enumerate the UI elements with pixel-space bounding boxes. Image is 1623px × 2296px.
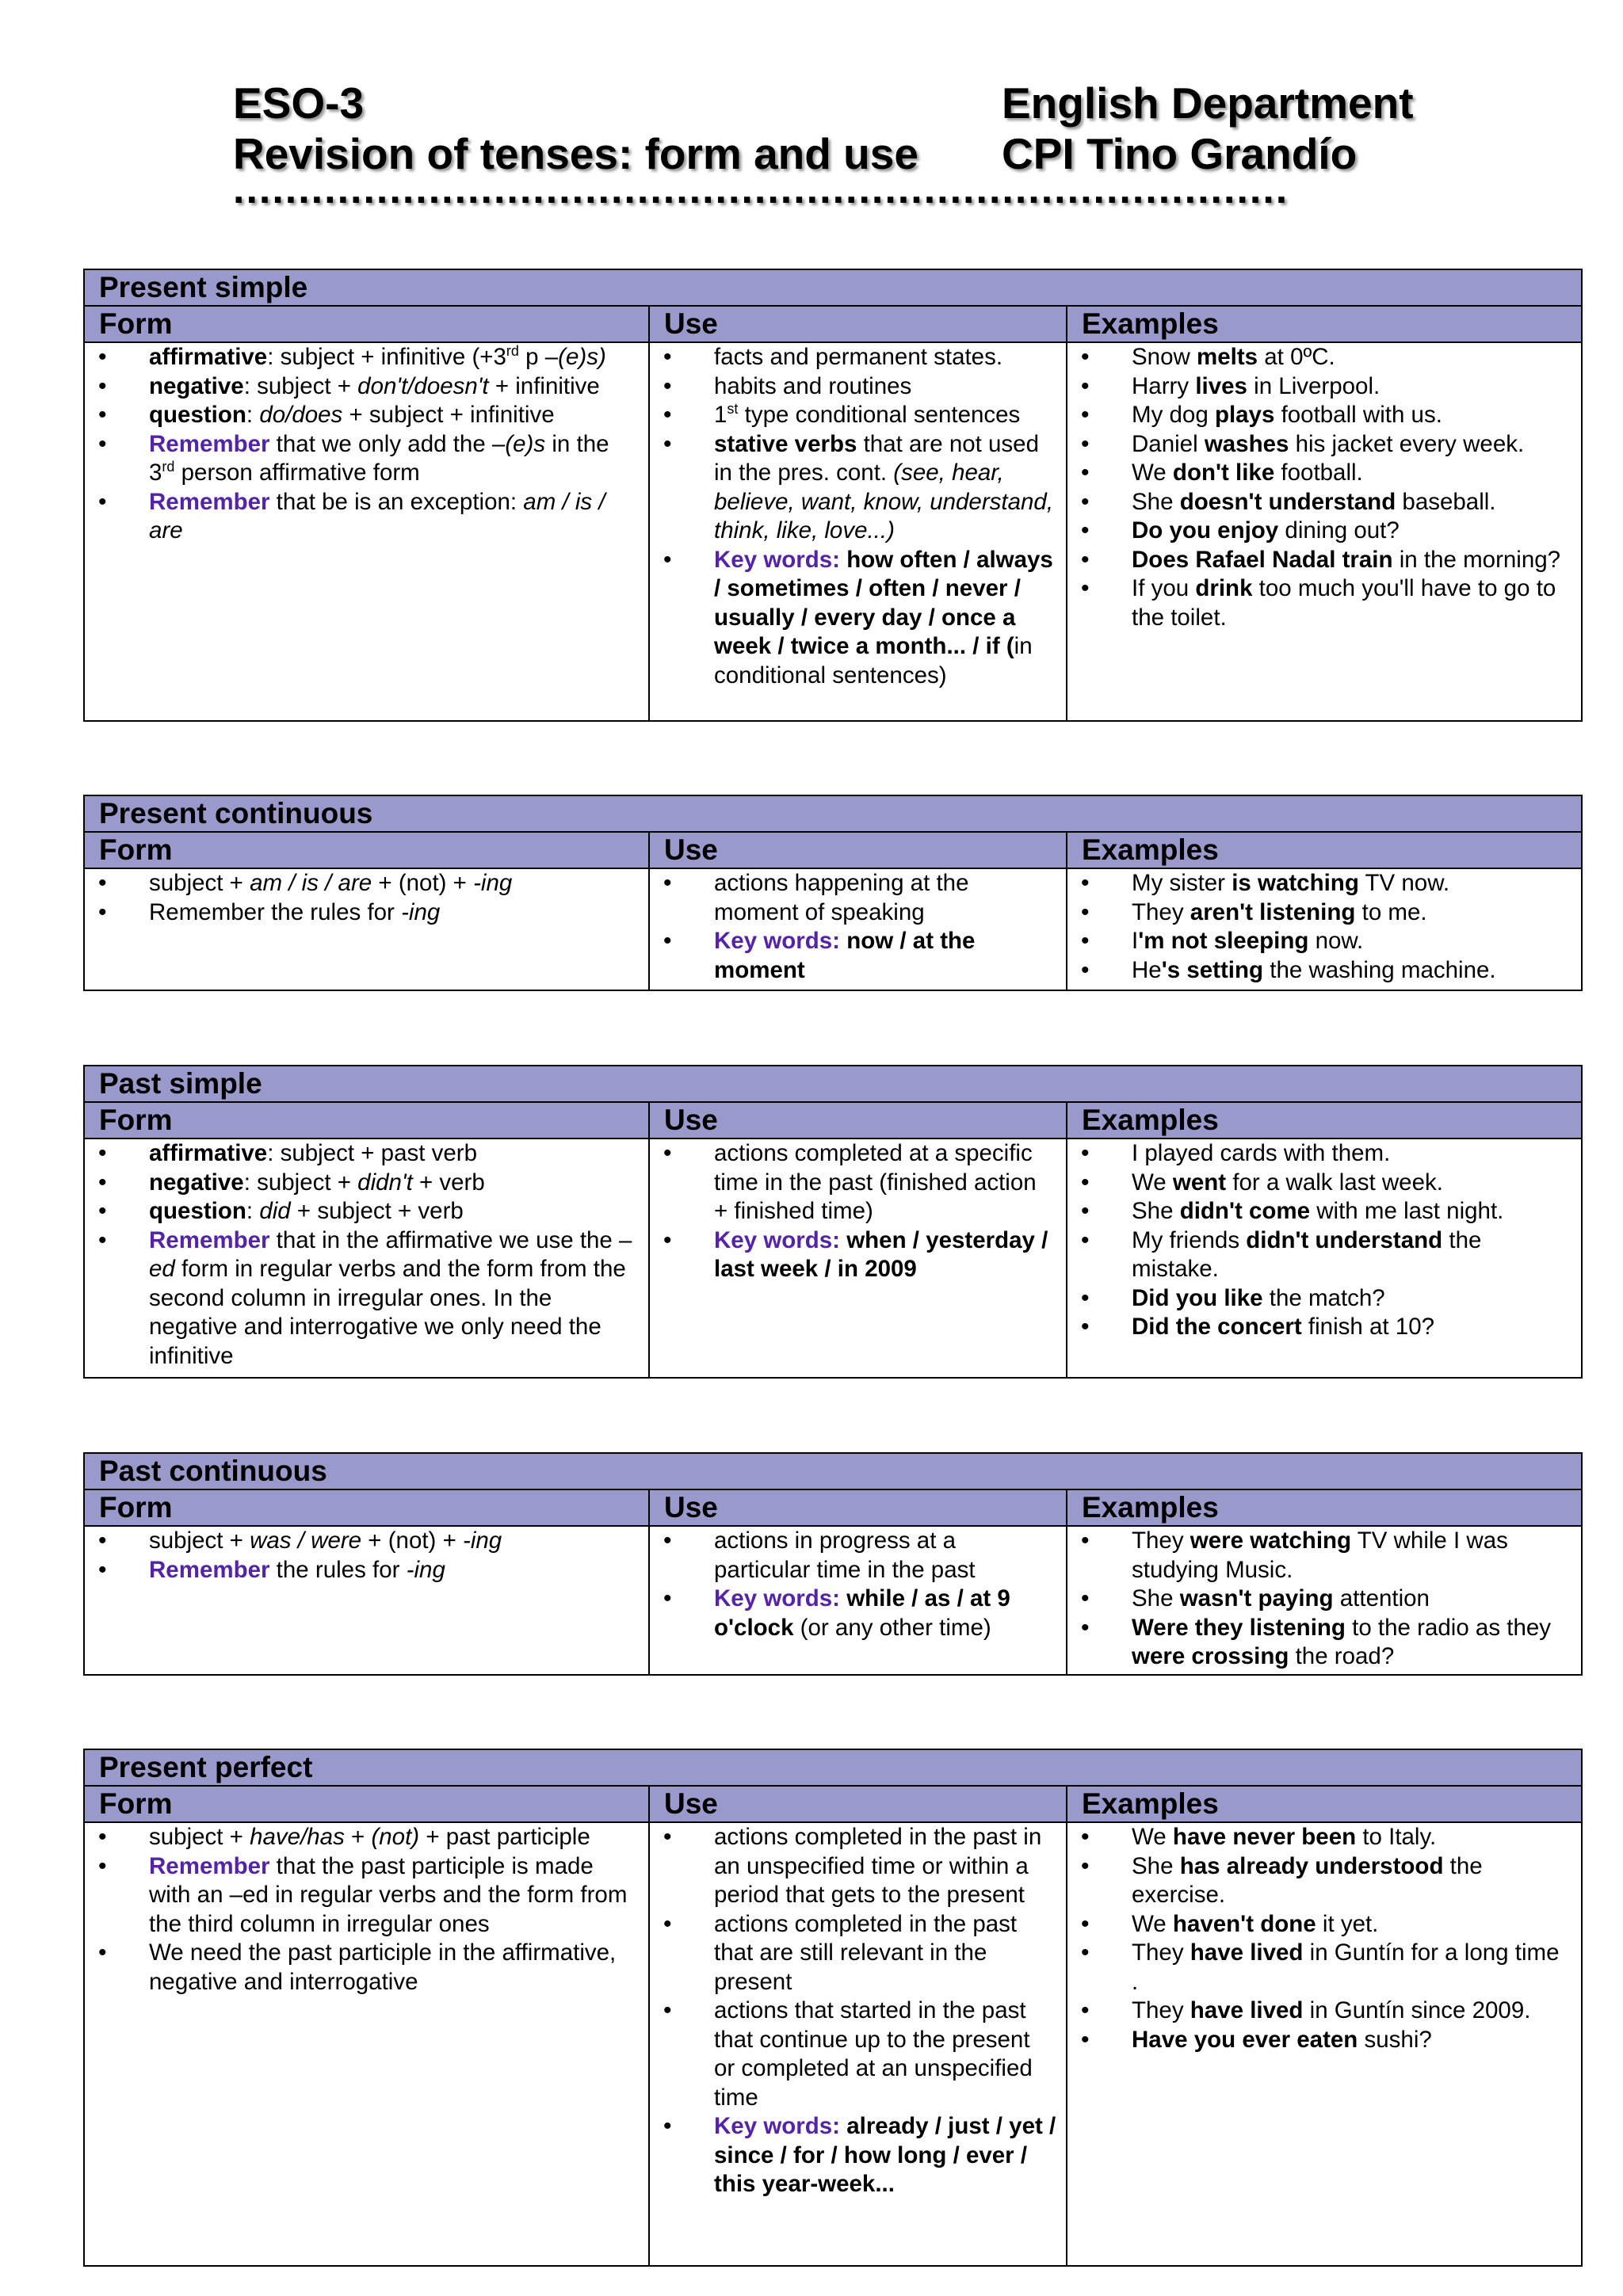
highlight-text: Key words: — [714, 546, 841, 573]
text-segment: that the past participle is made with an –ed in regular verbs and the form from the third column in irregular ones — [149, 1852, 628, 1937]
text-segment: attention — [1333, 1585, 1430, 1611]
text-segment: TV now. — [1358, 870, 1450, 896]
list-item — [1067, 1169, 1571, 1198]
text-segment: that we only add the – — [269, 430, 506, 457]
examples-cell — [1067, 343, 1581, 720]
form-cell — [85, 1527, 650, 1674]
highlight-text: Remember — [149, 1226, 270, 1253]
tense-title: Present continuous — [85, 796, 1581, 833]
text-segment: Snow — [1132, 344, 1197, 370]
list-item — [85, 898, 639, 928]
text-segment: (see, hear, believe, want, know, understand, think, like, love...) — [714, 460, 1054, 543]
list-item — [650, 401, 1056, 430]
text-segment: the road? — [1289, 1643, 1395, 1669]
text-segment: in Guntín since 2009. — [1303, 1997, 1531, 2023]
text-segment: do/does — [259, 402, 343, 428]
list-item — [85, 869, 639, 898]
text-segment: They — [1132, 1939, 1190, 1966]
text-segment: the washing machine. — [1263, 956, 1496, 983]
use-header: Use — [650, 1787, 1067, 1821]
text-segment: wasn't paying — [1179, 1585, 1334, 1611]
text-segment: were crossing — [1132, 1643, 1289, 1669]
text-segment: We — [1132, 1824, 1173, 1850]
list-item — [85, 430, 639, 488]
present-simple-table — [83, 269, 1583, 722]
list-item — [85, 401, 639, 430]
use-cell — [650, 1823, 1067, 2265]
text-segment: Remember the rules for — [149, 898, 402, 925]
column-header-row — [85, 1787, 1581, 1823]
text-segment: in Liverpool. — [1247, 372, 1381, 399]
text-segment: facts and permanent states. — [714, 344, 1003, 370]
list-item — [1067, 546, 1571, 575]
text-segment: I played cards with them. — [1132, 1140, 1391, 1166]
text-segment: while / as / at 9 o'clock — [714, 1585, 1010, 1641]
text-segment: in the 3 — [149, 430, 609, 486]
text-segment: She — [1132, 1198, 1180, 1224]
list-item — [1067, 1939, 1571, 1997]
text-segment: lives — [1195, 372, 1247, 399]
list-item — [1067, 1823, 1571, 1852]
list-item — [650, 1585, 1056, 1642]
text-segment: ed — [149, 1256, 175, 1282]
course-label: ESO-3 — [233, 78, 365, 128]
list-item — [650, 1997, 1056, 2112]
form-list — [85, 343, 639, 546]
text-segment: actions that started in the past that continue up to the present or completed at an unspecified time — [714, 1997, 1033, 2111]
text-segment: too much you'll have to go to the toilet. — [1132, 575, 1556, 631]
text-segment: Daniel — [1132, 430, 1205, 457]
text-segment: He — [1132, 956, 1162, 983]
list-item — [1067, 401, 1571, 430]
past-continuous-table — [83, 1452, 1583, 1676]
text-segment: have lived — [1190, 1939, 1304, 1966]
text-segment: -ing — [463, 1527, 502, 1554]
list-item — [1067, 488, 1571, 517]
examples-cell — [1067, 1139, 1581, 1377]
list-item — [1067, 898, 1571, 928]
text-segment: + — [344, 1824, 372, 1850]
list-item — [1067, 1313, 1571, 1342]
examples-list — [1067, 1823, 1571, 2054]
list-item — [85, 1556, 639, 1585]
department-label: English Department — [1002, 78, 1414, 128]
highlight-text: Remember — [149, 1852, 270, 1879]
past-simple-table — [83, 1065, 1583, 1379]
column-header-row — [85, 1103, 1581, 1139]
text-segment: now. — [1308, 928, 1364, 954]
use-header: Use — [650, 307, 1067, 341]
header-row-2 — [233, 128, 1453, 179]
text-segment: for a walk last week. — [1226, 1169, 1443, 1196]
text-segment: subject + — [149, 1527, 250, 1554]
text-segment: finish at 10? — [1301, 1314, 1435, 1340]
text-segment: -ing — [473, 870, 513, 896]
header-row-1 — [233, 78, 1453, 128]
form-list — [85, 1527, 639, 1585]
list-item — [1067, 1527, 1571, 1585]
use-list — [650, 1823, 1056, 2199]
text-segment: affirmative — [149, 1140, 268, 1166]
list-item — [85, 1939, 639, 1997]
text-segment: baseball. — [1396, 488, 1496, 515]
list-item — [1067, 869, 1571, 898]
examples-cell — [1067, 1823, 1581, 2265]
text-segment: My sister — [1132, 870, 1232, 896]
use-header: Use — [650, 1103, 1067, 1138]
column-header-row — [85, 833, 1581, 869]
examples-header: Examples — [1082, 1491, 1219, 1524]
text-segment: don't/doesn't — [357, 372, 489, 399]
text-segment: Harry — [1132, 372, 1196, 399]
text-segment: am / is / are — [250, 870, 372, 896]
text-segment: melts — [1197, 344, 1258, 370]
text-segment: the match? — [1262, 1284, 1385, 1311]
list-item — [85, 372, 639, 402]
text-segment: They — [1132, 1997, 1190, 2023]
text-segment: did — [259, 1198, 291, 1224]
text-segment: : subject + infinitive (+3 — [267, 344, 506, 370]
text-segment: in the morning? — [1392, 546, 1561, 573]
examples-header: Examples — [1082, 833, 1219, 866]
text-segment: negative — [149, 1169, 244, 1196]
content-row — [85, 343, 1581, 720]
text-segment: already / just / yet / since / for / how long / ever / this year-week... — [714, 2113, 1056, 2197]
highlight-text: Remember — [149, 488, 270, 515]
list-item — [1067, 372, 1571, 402]
text-segment: was / were — [250, 1527, 362, 1554]
list-item — [85, 1852, 639, 1939]
text-segment: didn't — [357, 1169, 413, 1196]
text-segment: form in regular verbs and the form from the second column in irregular ones. In the negative and interrogative we only need the infinitive — [149, 1256, 626, 1369]
text-segment: have lived — [1190, 1997, 1304, 2023]
text-segment: They — [1132, 898, 1190, 925]
list-item — [650, 927, 1056, 985]
list-item — [650, 372, 1056, 402]
list-item — [1067, 2026, 1571, 2055]
content-row — [85, 869, 1581, 990]
column-header-row — [85, 1490, 1581, 1527]
list-item — [1067, 459, 1571, 488]
text-segment: now / at the moment — [714, 928, 976, 983]
text-segment: at 0ºC. — [1258, 344, 1335, 370]
examples-cell — [1067, 1527, 1581, 1674]
list-item — [1067, 574, 1571, 632]
use-header: Use — [650, 1490, 1067, 1525]
list-item — [1067, 430, 1571, 460]
text-segment: Did the concert — [1132, 1314, 1302, 1340]
list-item — [85, 343, 639, 372]
list-item — [650, 546, 1056, 691]
list-item — [650, 1139, 1056, 1226]
text-segment: have never been — [1172, 1824, 1357, 1850]
text-segment: actions happening at the moment of speaking — [714, 870, 969, 925]
text-segment: negative — [149, 372, 244, 399]
school-label: CPI Tino Grandío — [1002, 129, 1358, 178]
use-cell — [650, 1139, 1067, 1377]
text-segment: My friends — [1132, 1226, 1247, 1253]
highlight-text: Key words: — [714, 928, 841, 954]
text-segment: rd — [162, 459, 175, 475]
text-segment: -ing — [406, 1556, 445, 1583]
examples-header: Examples — [1082, 307, 1219, 340]
list-item — [1067, 956, 1571, 986]
highlight-text: Key words: — [714, 1226, 841, 1253]
text-segment: didn't understand — [1246, 1226, 1443, 1253]
text-segment: 's setting — [1161, 956, 1264, 983]
text-segment: They — [1132, 1527, 1190, 1554]
list-item — [650, 343, 1056, 372]
form-header: Form — [85, 1103, 650, 1138]
examples-list — [1067, 869, 1571, 985]
list-item — [1067, 1284, 1571, 1314]
text-segment: st — [727, 401, 739, 418]
text-segment: 1 — [714, 402, 727, 428]
text-segment: Do you enjoy — [1132, 517, 1279, 543]
text-segment: that are not used in the pres. cont. — [714, 430, 1039, 486]
text-segment: were watching — [1190, 1527, 1352, 1554]
form-header: Form — [85, 1787, 650, 1821]
text-segment: the mistake. — [1132, 1226, 1482, 1282]
text-segment: (e)s — [505, 430, 546, 457]
text-segment: sushi? — [1358, 2026, 1432, 2053]
text-segment: : subject + past verb — [267, 1140, 478, 1166]
highlight-text: Remember — [149, 1556, 270, 1583]
text-segment: stative verbs — [714, 430, 857, 457]
list-item — [1067, 1997, 1571, 2026]
list-item — [85, 1226, 639, 1371]
text-segment: with me last night. — [1310, 1198, 1504, 1224]
content-row — [85, 1139, 1581, 1377]
text-segment: She — [1132, 1585, 1180, 1611]
text-segment: that in the affirmative we use the – — [269, 1226, 632, 1253]
highlight-text: Key words: — [714, 2113, 841, 2139]
highlight-text: Key words: — [714, 1585, 841, 1611]
list-item — [85, 1197, 639, 1226]
list-item — [85, 1823, 639, 1852]
text-segment: type conditional sentences — [738, 402, 1021, 428]
text-segment: I — [1132, 928, 1139, 954]
text-segment: drink — [1195, 575, 1253, 601]
use-list — [650, 869, 1056, 985]
list-item — [85, 1169, 639, 1198]
text-segment: to Italy. — [1356, 1824, 1437, 1850]
text-segment: She — [1132, 1852, 1180, 1879]
examples-header: Examples — [1082, 1787, 1219, 1820]
list-item — [1067, 927, 1571, 956]
use-list — [650, 1527, 1056, 1642]
use-cell — [650, 343, 1067, 720]
text-segment: his jacket every week. — [1289, 430, 1525, 457]
text-segment: Were they listening — [1132, 1614, 1346, 1641]
text-segment: rd — [506, 343, 519, 360]
text-segment: We — [1132, 460, 1173, 486]
text-segment: actions completed at a specific time in the past (finished action + finished time) — [714, 1140, 1037, 1224]
text-segment: question — [149, 1198, 246, 1224]
list-item — [85, 1139, 639, 1169]
use-list — [650, 1139, 1056, 1284]
text-segment: habits and routines — [714, 372, 912, 399]
text-segment: She — [1132, 488, 1180, 515]
text-segment: to the radio as they — [1345, 1614, 1552, 1641]
text-segment: when / yesterday / last week / in 2009 — [714, 1226, 1048, 1282]
use-header: Use — [650, 833, 1067, 868]
highlight-text: Remember — [149, 430, 270, 457]
form-list — [85, 1823, 639, 1997]
text-segment: : subject + — [243, 372, 358, 399]
present-continuous-table — [83, 795, 1583, 991]
text-segment: question — [149, 402, 246, 428]
text-segment: (not) — [371, 1824, 420, 1850]
list-item — [650, 869, 1056, 927]
text-segment: Have you ever eaten — [1132, 2026, 1358, 2053]
form-cell — [85, 869, 650, 990]
use-cell — [650, 869, 1067, 990]
list-item — [1067, 343, 1571, 372]
document-title: Revision of tenses: form and use — [233, 129, 918, 178]
examples-list — [1067, 343, 1571, 632]
text-segment: dining out? — [1278, 517, 1400, 543]
form-header: Form — [85, 307, 650, 341]
text-segment: haven't done — [1172, 1910, 1316, 1937]
form-header: Form — [85, 1490, 650, 1525]
use-list — [650, 343, 1056, 690]
text-segment: went — [1172, 1169, 1227, 1196]
text-segment: the exercise. — [1132, 1852, 1483, 1908]
present-perfect-table — [83, 1749, 1583, 2267]
content-row — [85, 1823, 1581, 2265]
form-list — [85, 1139, 639, 1371]
list-item — [1067, 1139, 1571, 1169]
form-cell — [85, 1823, 650, 2265]
text-segment: actions in progress at a particular time in the past — [714, 1527, 976, 1583]
text-segment: am / is / are — [149, 488, 605, 543]
text-segment: : — [246, 402, 260, 428]
text-segment: If you — [1132, 575, 1196, 601]
form-list — [85, 869, 639, 927]
content-row — [85, 1527, 1581, 1674]
text-segment: washes — [1204, 430, 1289, 457]
text-segment: has already understood — [1179, 1852, 1444, 1879]
page-header — [233, 78, 1453, 208]
text-segment: : subject + — [243, 1169, 358, 1196]
text-segment: + infinitive — [488, 372, 600, 399]
form-cell — [85, 343, 650, 720]
examples-list — [1067, 1527, 1571, 1672]
column-header-row — [85, 307, 1581, 343]
text-segment: football. — [1274, 460, 1363, 486]
list-item — [1067, 1910, 1571, 1939]
text-segment: subject + — [149, 870, 250, 896]
text-segment: doesn't understand — [1179, 488, 1396, 515]
list-item — [1067, 1226, 1571, 1284]
tense-title: Past simple — [85, 1066, 1581, 1103]
text-segment: TV while I was studying Music. — [1132, 1527, 1508, 1583]
text-segment: football with us. — [1274, 402, 1442, 428]
text-segment: how often / always / sometimes / often / never / usually / every day / once a week / twice a month... / if ( — [714, 546, 1053, 659]
text-segment: My dog — [1132, 402, 1215, 428]
list-item — [1067, 1197, 1571, 1226]
list-item — [650, 1226, 1056, 1284]
list-item — [1067, 1614, 1571, 1672]
list-item — [650, 1823, 1056, 1910]
text-segment: didn't come — [1179, 1198, 1311, 1224]
dotted-divider: ................................................................................. — [233, 176, 1289, 208]
tense-title: Present simple — [85, 270, 1581, 307]
list-item — [85, 1527, 639, 1556]
text-segment: p – — [518, 344, 559, 370]
text-segment: + subject + infinitive — [342, 402, 555, 428]
text-segment: Did you like — [1132, 1284, 1263, 1311]
text-segment: -ing — [401, 898, 441, 925]
form-cell — [85, 1139, 650, 1377]
text-segment: subject + — [149, 1824, 250, 1850]
text-segment: : — [246, 1198, 260, 1224]
text-segment: actions completed in the past in an unspecified time or within a period that gets to the present — [714, 1824, 1042, 1908]
text-segment: don't like — [1172, 460, 1275, 486]
text-segment: + past participle — [419, 1824, 590, 1850]
list-item — [650, 1910, 1056, 1997]
text-segment: plays — [1214, 402, 1275, 428]
text-segment: We — [1132, 1169, 1173, 1196]
text-segment: (or any other time) — [793, 1614, 991, 1641]
text-segment: that be is an exception: — [269, 488, 524, 515]
text-segment: in conditional sentences) — [714, 633, 1033, 688]
text-segment: in Guntín for a long time . — [1132, 1939, 1560, 1995]
text-segment: Does Rafael Nadal train — [1132, 546, 1393, 573]
text-segment: aren't listening — [1190, 898, 1356, 925]
text-segment: (e)s) — [558, 344, 606, 370]
text-segment: + verb — [412, 1169, 485, 1196]
text-segment: affirmative — [149, 344, 268, 370]
list-item — [650, 1527, 1056, 1585]
examples-cell — [1067, 869, 1581, 990]
list-item — [650, 2112, 1056, 2199]
list-item — [1067, 517, 1571, 546]
tense-title: Past continuous — [85, 1454, 1581, 1490]
form-header: Form — [85, 833, 650, 868]
examples-header: Examples — [1082, 1104, 1219, 1136]
use-cell — [650, 1527, 1067, 1674]
list-item — [85, 488, 639, 546]
text-segment: it yet. — [1316, 1910, 1379, 1937]
tense-title: Present perfect — [85, 1750, 1581, 1787]
text-segment: + (not) + — [361, 1527, 463, 1554]
text-segment: We need the past participle in the affirmative, negative and interrogative — [149, 1939, 617, 1995]
text-segment: 'm not sleeping — [1138, 928, 1309, 954]
examples-list — [1067, 1139, 1571, 1342]
text-segment: person affirmative form — [174, 460, 420, 486]
text-segment: + (not) + — [372, 870, 474, 896]
text-segment: + subject + verb — [290, 1198, 464, 1224]
text-segment: to me. — [1355, 898, 1427, 925]
text-segment: the rules for — [269, 1556, 407, 1583]
text-segment: We — [1132, 1910, 1173, 1937]
text-segment: actions completed in the past that are still relevant in the present — [714, 1910, 1018, 1995]
list-item — [1067, 1585, 1571, 1614]
text-segment: is watching — [1232, 870, 1359, 896]
list-item — [1067, 1852, 1571, 1910]
list-item — [650, 430, 1056, 546]
text-segment: have/has — [250, 1824, 345, 1850]
